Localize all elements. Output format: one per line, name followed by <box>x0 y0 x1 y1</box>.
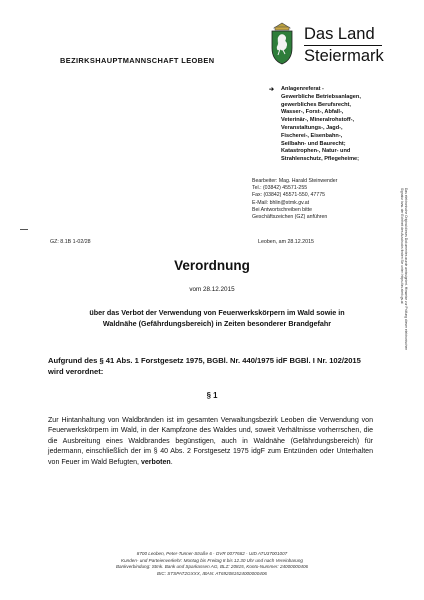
footer <box>0 551 424 577</box>
brand-divider <box>304 45 382 46</box>
footer-bic-iban: BIC: STSPAT2GXXX, IBAN: AT692081524000000406 <box>157 570 267 576</box>
department-line: Wasser-, Forst-, Abfall-, <box>281 109 344 116</box>
brand-logo <box>304 26 382 65</box>
subject-line: Waldnähe (Gefährdungsbereich) in Zeiten besonderer Brandgefahr <box>102 318 332 328</box>
department-line: Fischerei-, Eisenbahn-, <box>281 132 343 139</box>
footer-hours: Kunden- und Parteienverkehr: Montag bis Freitag 8 bis 12.30 Uhr und nach Vereinbarung <box>121 557 303 563</box>
footer-bank: Bankverbindung: Stmk. Bank und Sparkassen AG, BLZ: 20815, Konto-Nummer: 24000000406 <box>115 564 309 570</box>
fold-mark <box>20 229 28 230</box>
body-emphasis: verboten <box>140 458 171 466</box>
contact-note: Geschäftszeichen (GZ) anführen <box>252 214 328 221</box>
contact-fax: Fax: (03842) 45571-550, 47775 <box>252 192 325 199</box>
body-text: Zur Hintanhaltung von Waldbränden ist im gesamten Verwaltungsbezirk Leoben die Verwendung von Feuerwerkskörpern im Wald, in der Kampfzone des Waldes und, soweit Verhältnisse vorherrschen, die die Ausbreitung eines Waldbrandes begünstigen, auch in Waldnähe (Gefährdungsbereich) für jedermann, einschließlich der im § 40 Abs. 2 Forstgesetz 1975 idgF zum Entzünden oder Unterhalten von Feuer im Wald Befugten, <box>48 417 373 466</box>
paragraph-body <box>48 416 373 468</box>
department-line: Veranstaltungs-, Jagd-, <box>281 124 343 131</box>
signature-note-text: Das elektronische Original dieses Dokumentes wurde amtssigniert. Hinweise zur Prüfung dieser elektronischen Signatur bzw. der Echtheit des Ausdrucks finden Sie unter: https://as.stmk.gv.at <box>399 188 408 351</box>
department-line: gewerbliches Berufsrecht, <box>281 101 351 108</box>
department-line: Strahlenschutz, Pflegeheime; <box>281 156 360 163</box>
contact-email: E-Mail: bhlin@stmk.gv.at <box>252 199 310 206</box>
subject-line: über das Verbot der Verwendung von Feuerwerkskörpern im Wald sowie in <box>89 308 345 317</box>
authority-name: BEZIRKSHAUPTMANNSCHAFT LEOBEN <box>60 56 215 65</box>
department-line: Anlagenreferat - <box>281 86 324 92</box>
file-reference: GZ: 8.1B 1-02/28 <box>50 239 91 245</box>
document-title: Verordnung <box>174 258 250 273</box>
brand-line-1: Das Land <box>304 25 375 43</box>
paragraph-heading: § 1 <box>206 391 218 400</box>
arrow-right-icon: ➔ <box>269 86 275 93</box>
department-line: Gewerbliche Betriebsanlagen, <box>281 93 361 100</box>
contact-block <box>252 178 337 221</box>
brand-line-2: Steiermark <box>304 47 384 66</box>
department-line: Katastrophen-, Natur- und <box>281 148 351 155</box>
body-end: . <box>170 458 173 466</box>
department-line: Seilbahn- und Baurecht; <box>281 140 346 147</box>
department-line: Veterinär-, Mineralrohstoff-, <box>281 117 355 124</box>
place-date: Leoben, am 28.12.2015 <box>258 239 314 245</box>
document-subject <box>72 308 362 329</box>
legal-basis: Aufgrund des § 41 Abs. 1 Forstgesetz 1975, BGBl. Nr. 440/1975 idF BGBl. I Nr. 102/2015 wird verordnet: <box>48 356 361 376</box>
styrian-panther-crest-icon <box>270 22 294 66</box>
department-block <box>270 86 380 164</box>
footer-address: 8700 Leoben, Peter-Tunner-Straße 6 · DVR 0077682 · UID ATU37001007 <box>136 551 288 556</box>
signature-side-note <box>399 188 408 358</box>
contact-note: Bei Antwortschreiben bitte <box>252 206 312 213</box>
document-date: vom 28.12.2015 <box>189 286 235 293</box>
contact-officer: Bearbeiter: Mag. Harald Steinwender <box>252 178 338 184</box>
contact-phone: Tel.: (03842) 45571-255 <box>252 185 308 192</box>
